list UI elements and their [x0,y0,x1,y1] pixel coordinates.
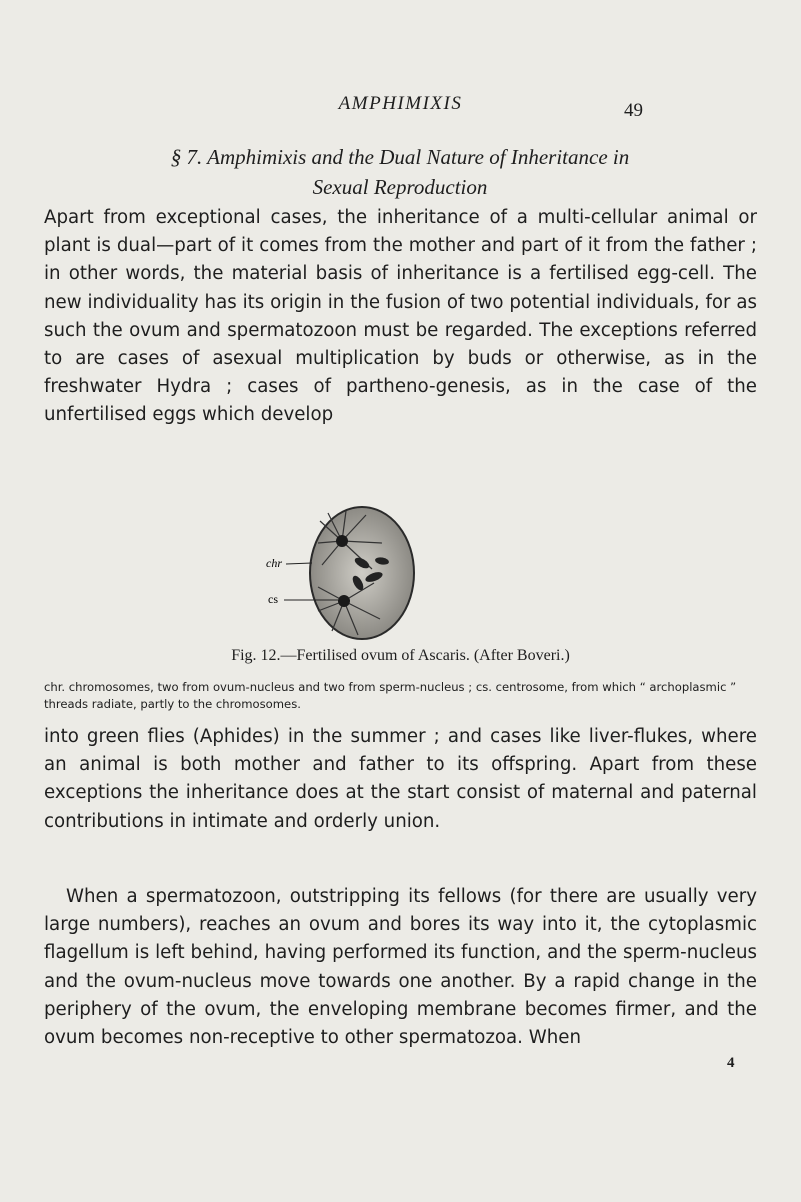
page-number: 49 [624,100,643,121]
section-heading [40,142,760,202]
signature-mark: 4 [727,1055,735,1071]
running-head: AMPHIMIXIS [338,93,463,114]
figure-caption: Fig. 12.—Fertilised ovum of Ascaris. (After Boveri.) [231,647,570,664]
ascaris-ovum-drawing [262,503,442,643]
figure-legend: chr. chromosomes, two from ovum-nucleus and two from sperm-nucleus ; cs. centrosome, from which “ archoplasmic ” threads radiate, partly to the chromosomes. [44,680,737,711]
figure-label-chr: chr [266,556,282,570]
figure-ovum-illustration [262,503,442,643]
figure-label-cs: cs [268,592,278,606]
paragraph-3: When a spermatozoon, outstripping its fellows (for there are usually very large numbers), reaches an ovum and bores its way into it, the cytoplasmic flagellum is left behind, having performed its function, and the sperm-nucleus and the ovum-nucleus move towards one another. By a rapid change in the periphery of the ovum, the enveloping membrane becomes firmer, and the ovum becomes non-receptive to other spermatozoa. When [44,886,757,1049]
paragraph-1: Apart from exceptional cases, the inheritance of a multi-cellular animal or plant is dual—part of it comes from the mother and part of it from the father ; in other words, the material basis of inheritance is a fertilised egg-cell. The new individuality has its origin in the fusion of two potential individuals, for as such the ovum and spermatozoon must be regarded. The exceptions referred to are cases of asexual multiplication by buds or otherwise, as in the freshwater Hydra ; cases of partheno-genesis, as in the case of the unfertilised eggs which develop [44,207,757,426]
paragraph-2: into green flies (Aphides) in the summer ; and cases like liver-flukes, where an animal is both mother and father to its offspring. Apart from these exceptions the inheritance does at the start consist of maternal and paternal contributions in intimate and orderly union. [44,726,757,832]
section-heading-line1: § 7. Amphimixis and the Dual Nature of Inheritance in [170,145,630,169]
section-heading-line2: Sexual Reproduction [312,175,488,199]
